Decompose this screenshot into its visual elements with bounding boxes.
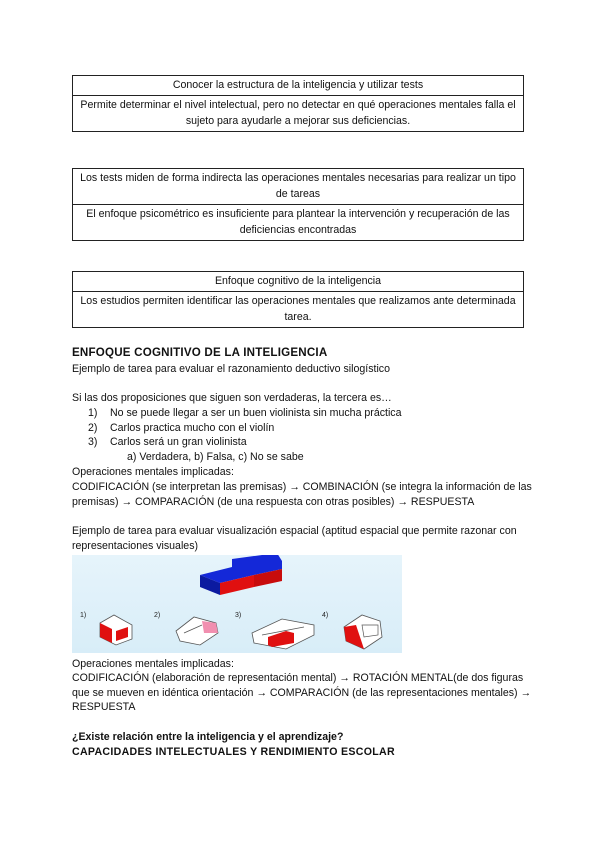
item-text: Carlos será un gran violinista: [110, 436, 247, 449]
option-figure-4: [344, 615, 382, 649]
option-figure-3: [252, 619, 314, 649]
syllogism-question: Si las dos proposiciones que siguen son verdaderas, la tercera es…: [72, 392, 392, 404]
model-block: [200, 555, 282, 595]
answer-options: a) Verdadera, b) Falsa, c) No se sabe: [127, 451, 304, 463]
operations-sequence-2: CODIFICACIÓN (elaboración de representación mental) → ROTACIÓN MENTAL(de dos figuras que se mueven en idéntica orientación → COMPARACIÓN (de las representaciones mentales) → RESPUESTA: [72, 672, 532, 714]
list-item: 2) Carlos practica mucho con el violín: [88, 421, 275, 434]
spatial-intro: Ejemplo de tarea para evaluar visualización espacial (aptitud espacial que permite razonar con representaciones visuales): [72, 525, 517, 552]
box-row: Los tests miden de forma indirecta las operaciones mentales necesarias para realizar un tipo de tareas: [80, 172, 516, 200]
section-heading: ENFOQUE COGNITIVO DE LA INTELIGENCIA: [72, 346, 328, 359]
list-item: 3) Carlos será un gran violinista: [88, 436, 247, 449]
box-title: Enfoque cognitivo de la inteligencia: [214, 275, 382, 287]
option-figure-1: [100, 615, 132, 645]
option-figure-2: [176, 617, 218, 645]
deductive-intro: Ejemplo de tarea para evaluar el razonamiento deductivo silogístico: [72, 363, 390, 375]
summary-box-limitations: [72, 168, 524, 241]
option-label: 4): [322, 612, 329, 619]
operations-sequence: CODIFICACIÓN (se interpretan las premisas) → COMBINACIÓN (se integra la información de las premisas) → COMPARACIÓN (de una respuesta con otras posibles) → RESPUESTA: [72, 481, 532, 508]
section-heading-2: CAPACIDADES INTELECTUALES Y RENDIMIENTO ESCOLAR: [72, 746, 395, 758]
item-text: No se puede llegar a ser un buen violinista sin mucha práctica: [110, 407, 402, 419]
box-body: Permite determinar el nivel intelectual, pero no detectar en qué operaciones mentales falla el sujeto para ayudarle a mejorar sus deficiencias.: [73, 95, 523, 131]
proposition-list: [72, 406, 542, 450]
relationship-question: ¿Existe relación entre la inteligencia y el aprendizaje?: [72, 731, 344, 743]
option-label: 3): [235, 612, 242, 619]
operations-label: Operaciones mentales implicadas:: [72, 466, 234, 478]
box-row: El enfoque psicométrico es insuficiente para plantear la intervención y recuperación de las deficiencias encontradas: [73, 204, 523, 240]
spatial-figure: [72, 555, 402, 653]
spatial-figure-svg: [72, 555, 402, 653]
summary-box-cognitive: [72, 271, 524, 328]
figure-inner-face: [362, 625, 378, 637]
box-body: Los estudios permiten identificar las operaciones mentales que realizamos ante determinada tarea.: [73, 291, 523, 327]
operations-label-2: Operaciones mentales implicadas:: [72, 658, 234, 670]
summary-box-tests: [72, 75, 524, 132]
box-title: Conocer la estructura de la inteligencia y utilizar tests: [172, 79, 424, 91]
option-label: 1): [80, 612, 87, 619]
list-item: 1) No se puede llegar a ser un buen violinista sin mucha práctica: [88, 407, 402, 419]
option-label: 2): [154, 612, 161, 619]
item-text: Carlos practica mucho con el violín: [110, 421, 275, 434]
